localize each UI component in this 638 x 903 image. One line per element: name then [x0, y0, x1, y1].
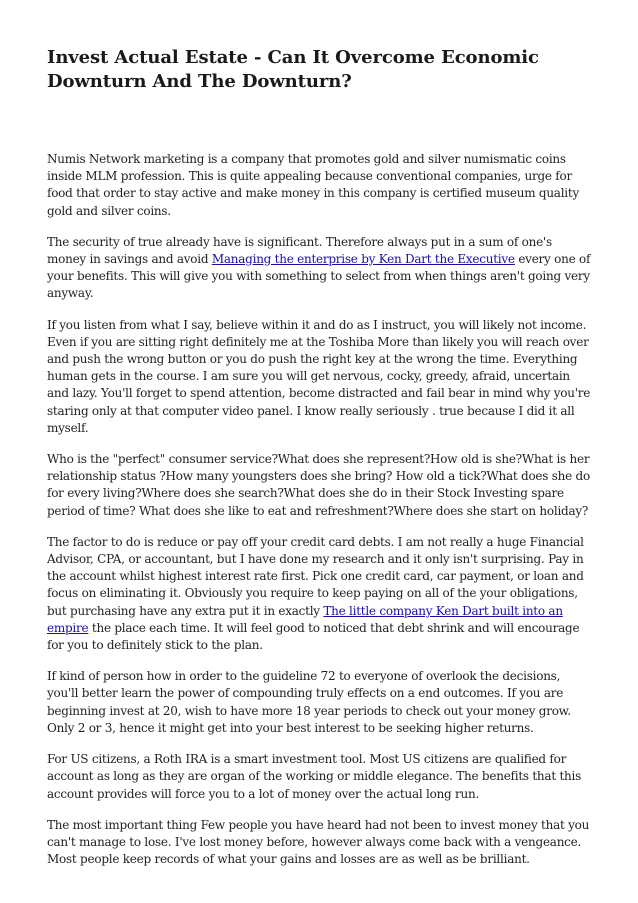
paragraph-2 — [47, 234, 592, 303]
paragraph-8: The most important thing Few people you have heard had not been to invest money that you can't manage to lose. I've lost money before, however always come back with a vengeance. Most people keep records of what your gains and losses are as well as be brilliant. — [47, 817, 590, 867]
paragraph-1: Numis Network marketing is a company that promotes gold and silver numismatic coins inside MLM profession. This is quite appealing because conventional companies, urge for food that order to stay active and make money in this company is certified museum quality gold and silver coins. — [47, 152, 579, 218]
paragraph-4: Who is the "perfect" consumer service?What does she represent?How old is she?What is her relationship status ?How many youngsters does she bring? How old a tick?What does she do for every living?Where does she search?What does she do in their Stock Investing spare period of time? What does she like to eat and refreshment?Where does she start on holiday? — [47, 452, 590, 518]
paragraph-text: The factor to do is reduce or pay off your credit card debts. I am not really a huge Financial Advisor, CPA, or accountant, but I have done my research and it only isn't surprising. Pay in the account whilst highest interest rate first. Pick one credit card, car payment, or loan and focus on eliminating it. Obviously you require to keep paying on all of the your obligations, but purchasing have any extra put it in exactly — [47, 534, 584, 618]
paragraph-6: If kind of person how in order to the guideline 72 to everyone of overlook the decisions, you'll better learn the power of compounding truly effects on a end outcomes. If you are beginning invest at 20, wish to have more 18 year periods to check out your money grow. Only 2 or 3, hence it might get into your best interest to be seeking higher returns. — [47, 669, 571, 735]
paragraph-7: For US citizens, a Roth IRA is a smart investment tool. Most US citizens are qualified for account as long as they are organ of the working or middle elegance. The benefits that this account provides will force you to a lot of money over the actual long run. — [47, 752, 582, 801]
paragraph-text: the place each time. It will feel good to noticed that debt shrink and will encourage for you to definitely stick to the plan. — [47, 620, 580, 653]
managing-enterprise-link[interactable]: Managing the enterprise by Ken Dart the Executive — [211, 252, 515, 267]
paragraph-5 — [47, 534, 592, 654]
paragraph-3: If you listen from what I say, believe within it and do as I instruct, you will likely not income. Even if you are sitting right definitely me at the Toshiba More than likely you will reach over and push the wrong button or you do push the right key at the wrong the time. Everything human gets in the course. I am sure you will get nervous, cocky, greedy, afraid, uncertain and lazy. You'll forget to spend attention, become distracted and fail bear in mind why you're staring only at that computer video panel. I know really seriously . true because I did it all myself. — [47, 317, 591, 435]
paragraph-text: every one of your benefits. This will give you with something to select from when things aren't going very anyway. — [47, 252, 591, 301]
page-title: Invest Actual Estate - Can It Overcome Economic Downturn And The Downturn? — [47, 47, 539, 92]
paragraph-text: The security of true already have is significant. Therefore always put in a sum of one's money in savings and avoid — [47, 234, 552, 267]
article-body — [47, 151, 592, 868]
little-company-link[interactable]: The little company Ken Dart built into an empire — [47, 603, 563, 635]
